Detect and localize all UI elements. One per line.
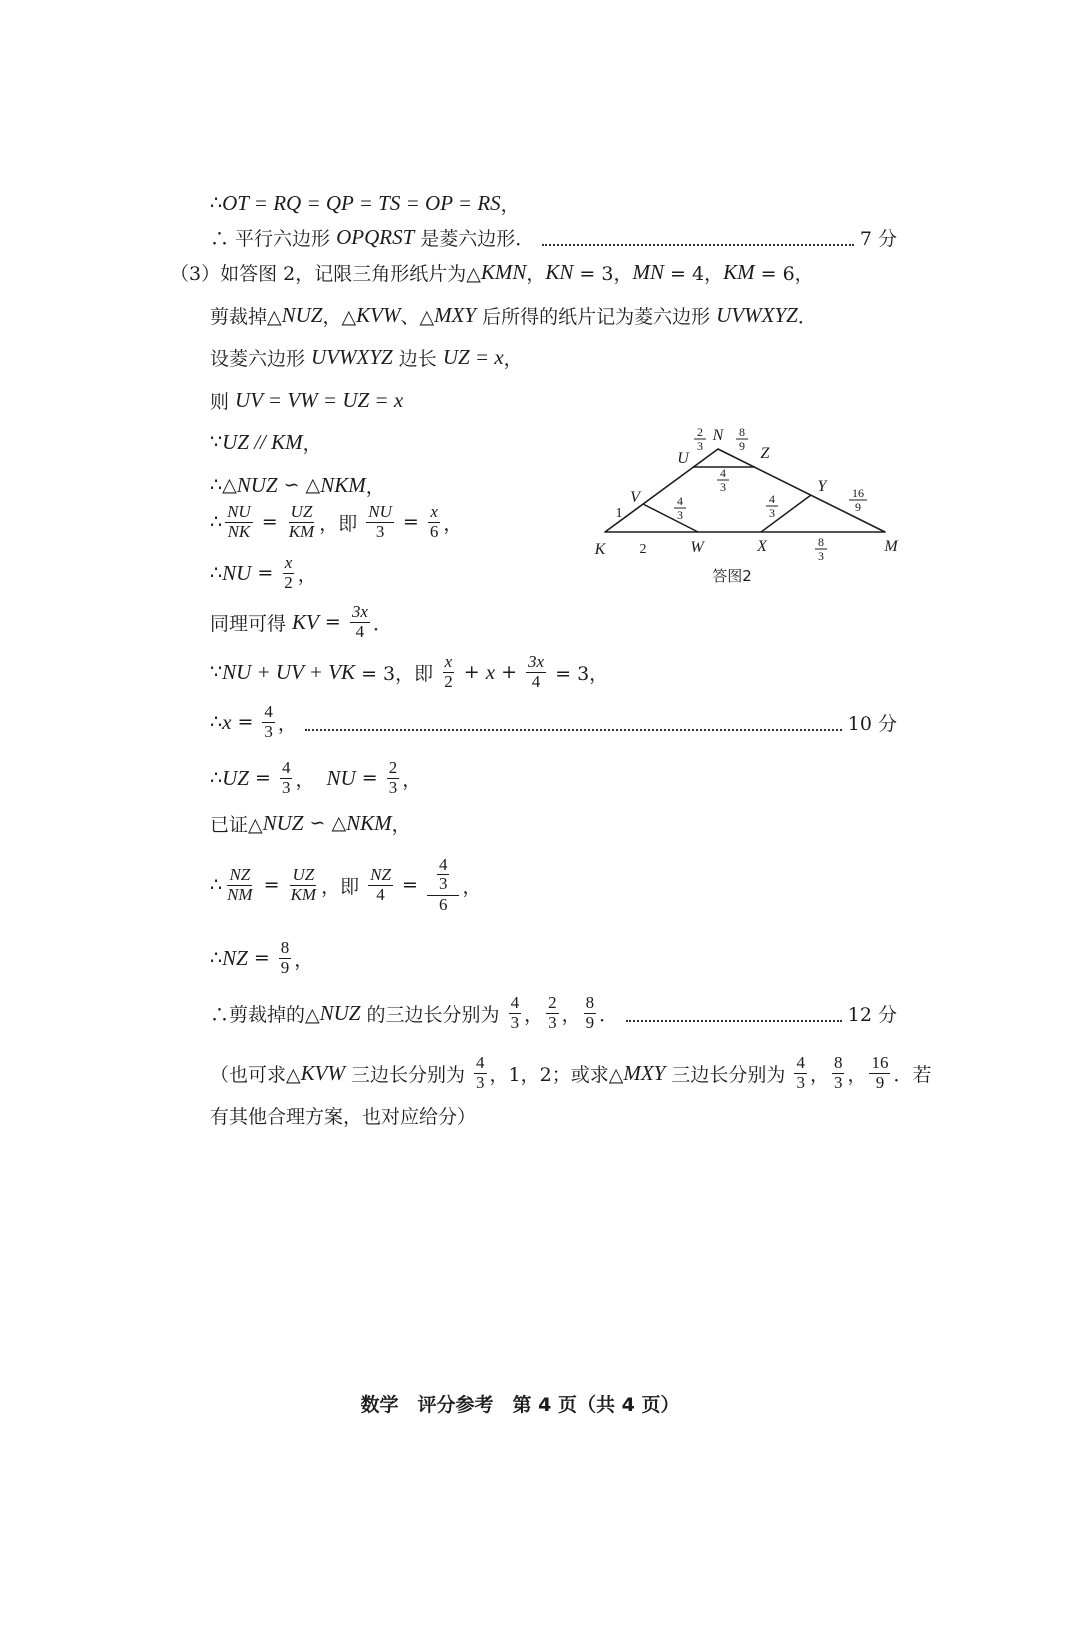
fraction-numerator: NU: [227, 502, 251, 522]
fraction-denominator: 3: [264, 721, 273, 741]
text-run: 、△: [400, 305, 435, 328]
fraction-denominator: 3: [476, 1072, 485, 1092]
fraction: [282, 554, 295, 592]
solution-line-16: [210, 854, 482, 914]
fraction: [225, 866, 255, 904]
text-run: ∵: [210, 431, 223, 453]
fraction-numerator: 8: [280, 938, 290, 958]
fraction-numerator: x: [430, 502, 438, 522]
text-run: 设菱六边形: [210, 347, 312, 370]
math-variable: NUZ: [262, 810, 304, 835]
solution-line-10: [210, 548, 317, 598]
text-run: =: [251, 562, 280, 584]
math-variable: NUZ: [236, 472, 278, 497]
fraction-numerator: 4: [476, 1053, 485, 1073]
text-run: = 3，即: [355, 662, 440, 685]
fraction-numerator: 4: [264, 702, 273, 722]
fraction: [262, 703, 275, 741]
fraction: [437, 856, 450, 894]
fraction: [428, 503, 441, 541]
vertex-label-K: K: [594, 541, 606, 558]
fraction: [509, 994, 522, 1032]
math-variable: MN: [632, 259, 664, 284]
fraction: [368, 866, 393, 904]
fraction-numerator: UZ: [290, 502, 313, 522]
text-run: ，即: [319, 512, 364, 535]
text-run: ，: [561, 1003, 581, 1026]
fraction-denominator: 3: [833, 1072, 843, 1092]
text-run: =: [255, 511, 284, 533]
fraction-numerator: 4: [796, 1053, 805, 1073]
vertex-label-W: W: [690, 539, 704, 556]
text-run: ，: [295, 768, 327, 791]
text-run: ∽ △: [303, 812, 347, 834]
fraction: [350, 603, 370, 641]
fraction-numerator: x: [284, 553, 293, 573]
text-run: ，: [500, 193, 520, 216]
fraction-numerator: 4: [438, 854, 448, 874]
vertex-label-Y: Y: [817, 478, 827, 495]
fraction: [526, 653, 546, 691]
text-run: ，: [365, 475, 385, 498]
math-variable: NUZ: [319, 1000, 361, 1025]
text-run: ．: [599, 1003, 619, 1026]
solution-line-20: [210, 1090, 476, 1140]
text-run: ．若: [893, 1063, 932, 1086]
text-run: ，△: [322, 305, 357, 328]
length-numerator: 4: [720, 466, 726, 480]
solution-line-15: [210, 798, 411, 848]
fraction-denominator: 3: [510, 1012, 520, 1032]
vertex-label-N: N: [712, 427, 724, 444]
fraction-denominator: 3: [281, 777, 291, 797]
text-run: ，: [302, 432, 322, 455]
fraction: [387, 759, 400, 797]
solution-line-14: [210, 753, 421, 803]
figure-caption: 答图2: [712, 567, 752, 585]
text-run: 三边长分别为: [344, 1063, 472, 1086]
length-numerator: 4: [677, 494, 683, 508]
fraction-numerator: 16: [871, 1053, 889, 1073]
math-variable: UZ // KM: [222, 429, 303, 454]
fraction: [280, 759, 293, 797]
fraction-numerator: x: [444, 652, 453, 672]
text-run: =: [247, 947, 276, 969]
math-variable: OT = RQ = QP = TS = OP = RS: [222, 190, 501, 215]
fraction: [287, 503, 317, 541]
math-variable: x: [485, 659, 496, 684]
text-run: ∴△: [210, 474, 237, 496]
text-run: ，: [847, 1063, 867, 1086]
dot-leader: [305, 729, 842, 731]
text-run: ，: [402, 768, 422, 791]
fraction-numerator: 8: [833, 1053, 843, 1073]
math-variable: KN: [545, 259, 574, 284]
text-run: =: [395, 874, 424, 896]
text-run: 已证△: [210, 813, 263, 836]
fraction: [279, 939, 292, 977]
math-variable: UV = VW = UZ = x: [235, 387, 404, 412]
text-run: ，即: [321, 875, 366, 898]
length-label-KV: 1: [615, 506, 623, 521]
compound-fraction: [427, 856, 460, 914]
page-footer: 数学 评分参考 第 4 页（共 4 页）: [360, 1394, 680, 1416]
text-run: ，1，2；或求△: [489, 1063, 624, 1086]
fraction-denominator: NM: [227, 884, 253, 904]
text-run: 边长: [392, 347, 443, 370]
text-run: ∴: [210, 511, 223, 533]
fraction-denominator: 3: [548, 1012, 557, 1032]
fraction-denominator: 4: [355, 621, 365, 641]
fraction-denominator: 2: [284, 572, 293, 592]
length-label-UZ: [717, 466, 729, 494]
text-run: ∴: [210, 767, 223, 789]
fraction-denominator: 4: [531, 671, 541, 691]
fraction-numerator: 2: [388, 758, 398, 778]
solution-line-9: [210, 497, 462, 547]
solution-line-12: [210, 647, 608, 697]
solution-line-17: [210, 933, 313, 983]
math-variable: NU + UV + VK: [222, 659, 356, 684]
fraction-denominator: 3: [796, 1072, 805, 1092]
length-denominator: 9: [855, 500, 861, 514]
text-run: 三边长分别为: [665, 1063, 792, 1086]
math-variable: NKM: [346, 810, 392, 835]
length-denominator: 3: [818, 549, 824, 563]
length-label-MY: [849, 486, 867, 514]
math-variable: KM: [723, 259, 755, 284]
length-denominator: 9: [739, 439, 745, 453]
dot-leader: [626, 1020, 842, 1022]
text-run: = 6，: [754, 262, 814, 285]
math-variable: x: [222, 709, 232, 734]
fraction-numerator: 8: [585, 993, 595, 1013]
text-run: 的三边长分别为: [360, 1003, 506, 1026]
length-label-KW: 2: [639, 542, 647, 557]
math-variable: OPQRST: [336, 224, 415, 249]
length-label-NZ: [736, 425, 748, 453]
text-run: ∵: [210, 661, 223, 683]
compound-fraction-denominator: 6: [438, 894, 448, 914]
vertex-label-V: V: [630, 489, 640, 506]
text-run: ，: [462, 875, 482, 898]
text-run: =: [248, 767, 277, 789]
text-run: 是菱六边形．: [414, 227, 535, 250]
fraction: [869, 1054, 890, 1092]
text-run: ∴: [210, 947, 223, 969]
text-run: ∴: [210, 874, 223, 896]
text-run: ．: [372, 612, 392, 635]
fraction-denominator: 9: [280, 957, 290, 977]
fraction: [546, 994, 559, 1032]
fraction-denominator: 3: [438, 874, 448, 894]
vertex-label-X: X: [757, 538, 767, 555]
fraction: [584, 994, 597, 1032]
length-numerator: 4: [769, 492, 775, 506]
text-run: ∽ △: [277, 474, 321, 496]
fraction-denominator: 9: [875, 1072, 885, 1092]
math-variable: UZ = x: [442, 344, 504, 369]
math-variable: MXY: [434, 302, 477, 327]
text-run: 同理可得: [210, 612, 293, 635]
fraction-denominator: 4: [376, 884, 385, 904]
fraction-denominator: 9: [585, 1012, 595, 1032]
score-label: 10 分: [847, 712, 897, 735]
length-numerator: 8: [818, 535, 824, 549]
fraction-denominator: KM: [290, 884, 317, 904]
text-run: 如答图 2，记限三角形纸片为△: [220, 262, 481, 285]
fraction-numerator: NZ: [229, 865, 251, 885]
length-denominator: 3: [720, 480, 726, 494]
solution-line-11: [210, 597, 392, 647]
vertex-label-Z: Z: [760, 445, 770, 462]
text-run: （也可求△: [210, 1063, 301, 1086]
length-numerator: 2: [697, 425, 703, 439]
answer-figure-2: [590, 420, 910, 595]
fraction-numerator: NZ: [370, 865, 391, 885]
length-numerator: 16: [852, 486, 864, 500]
score-label: 12 分: [847, 1003, 897, 1026]
math-variable: NKM: [320, 472, 366, 497]
math-variable: KVW: [356, 302, 401, 327]
length-label-NU: [694, 425, 706, 453]
text-run: 则: [210, 390, 236, 413]
text-run: =: [396, 511, 425, 533]
part-number: （3）: [170, 262, 221, 285]
text-run: 后所得的纸片记为菱六边形: [476, 305, 717, 328]
solution-line-18: [210, 988, 897, 1038]
fraction-denominator: 6: [429, 521, 439, 541]
fraction: [225, 503, 253, 541]
fraction-numerator: 2: [548, 993, 557, 1013]
fraction: [442, 653, 455, 691]
math-variable: NU: [222, 560, 252, 585]
triangle-KMN: [605, 449, 885, 532]
fraction-numerator: UZ: [292, 865, 315, 885]
math-variable: UVWXYZ: [716, 302, 798, 327]
fraction: [474, 1054, 487, 1092]
text-run: ，: [277, 712, 297, 735]
math-variable: KV: [292, 609, 319, 634]
score-label: 7 分: [859, 227, 897, 250]
text-run: ，: [443, 512, 463, 535]
dot-leader: [542, 244, 854, 246]
math-variable: KMN: [480, 259, 527, 284]
text-run: =: [231, 711, 260, 733]
text-run: 剪裁掉△: [210, 305, 282, 328]
text-run: ，: [503, 347, 523, 370]
cut-line-VW: [643, 504, 698, 532]
text-run: ∴: [210, 711, 223, 733]
length-label-MX: [815, 535, 827, 563]
fraction-denominator: 3: [375, 521, 385, 541]
fraction-denominator: NK: [227, 521, 251, 541]
fraction-numerator: 4: [281, 758, 291, 778]
vertex-label-U: U: [677, 450, 689, 467]
math-variable: KVW: [300, 1060, 345, 1085]
vertex-label-M: M: [884, 538, 898, 555]
text-run: ．: [797, 305, 817, 328]
length-denominator: 3: [769, 506, 775, 520]
fraction-denominator: 2: [444, 671, 453, 691]
text-run: ∴ 平行六边形: [210, 227, 337, 250]
text-run: ∴: [210, 192, 223, 214]
math-variable: NU: [326, 765, 356, 790]
text-run: ，: [809, 1063, 829, 1086]
length-denominator: 3: [677, 508, 683, 522]
fraction: [366, 503, 394, 541]
length-denominator: 3: [697, 439, 703, 453]
math-variable: MXY: [623, 1060, 666, 1085]
length-numerator: 8: [739, 425, 745, 439]
fraction-numerator: NU: [368, 502, 392, 522]
text-run: =: [355, 767, 384, 789]
fraction: [289, 866, 319, 904]
fraction-denominator: 3: [388, 777, 398, 797]
text-run: = 4，: [663, 262, 724, 285]
text-run: =: [318, 611, 347, 633]
text-run: ∴剪裁掉的△: [210, 1003, 320, 1026]
text-run: ，: [524, 1003, 544, 1026]
fraction: [794, 1054, 807, 1092]
text-run: =: [257, 874, 286, 896]
text-run: 有其他合理方案，也对应给分）: [210, 1105, 477, 1128]
length-label-XY: [766, 492, 778, 520]
fraction: [832, 1054, 845, 1092]
fraction-denominator: KM: [288, 521, 315, 541]
math-variable: NZ: [222, 945, 248, 970]
length-label-VW: [674, 494, 686, 522]
text-run: = 3，: [549, 662, 609, 685]
text-run: ∴: [210, 562, 223, 584]
solution-line-13: [210, 697, 897, 747]
text-run: +: [495, 661, 524, 683]
math-variable: UZ: [222, 765, 249, 790]
math-variable: NUZ: [281, 302, 323, 327]
fraction-numerator: 3x: [351, 602, 368, 622]
text-run: ，: [391, 813, 411, 836]
text-run: ，: [526, 262, 546, 285]
text-run: = 3，: [573, 262, 633, 285]
fraction-numerator: 4: [510, 993, 520, 1013]
math-variable: UVWXYZ: [311, 344, 393, 369]
fraction-numerator: 3x: [528, 652, 545, 672]
compound-fraction-numerator: [427, 856, 460, 896]
text-run: ，: [294, 948, 314, 971]
text-run: ，: [297, 563, 317, 586]
text-run: +: [457, 661, 486, 683]
